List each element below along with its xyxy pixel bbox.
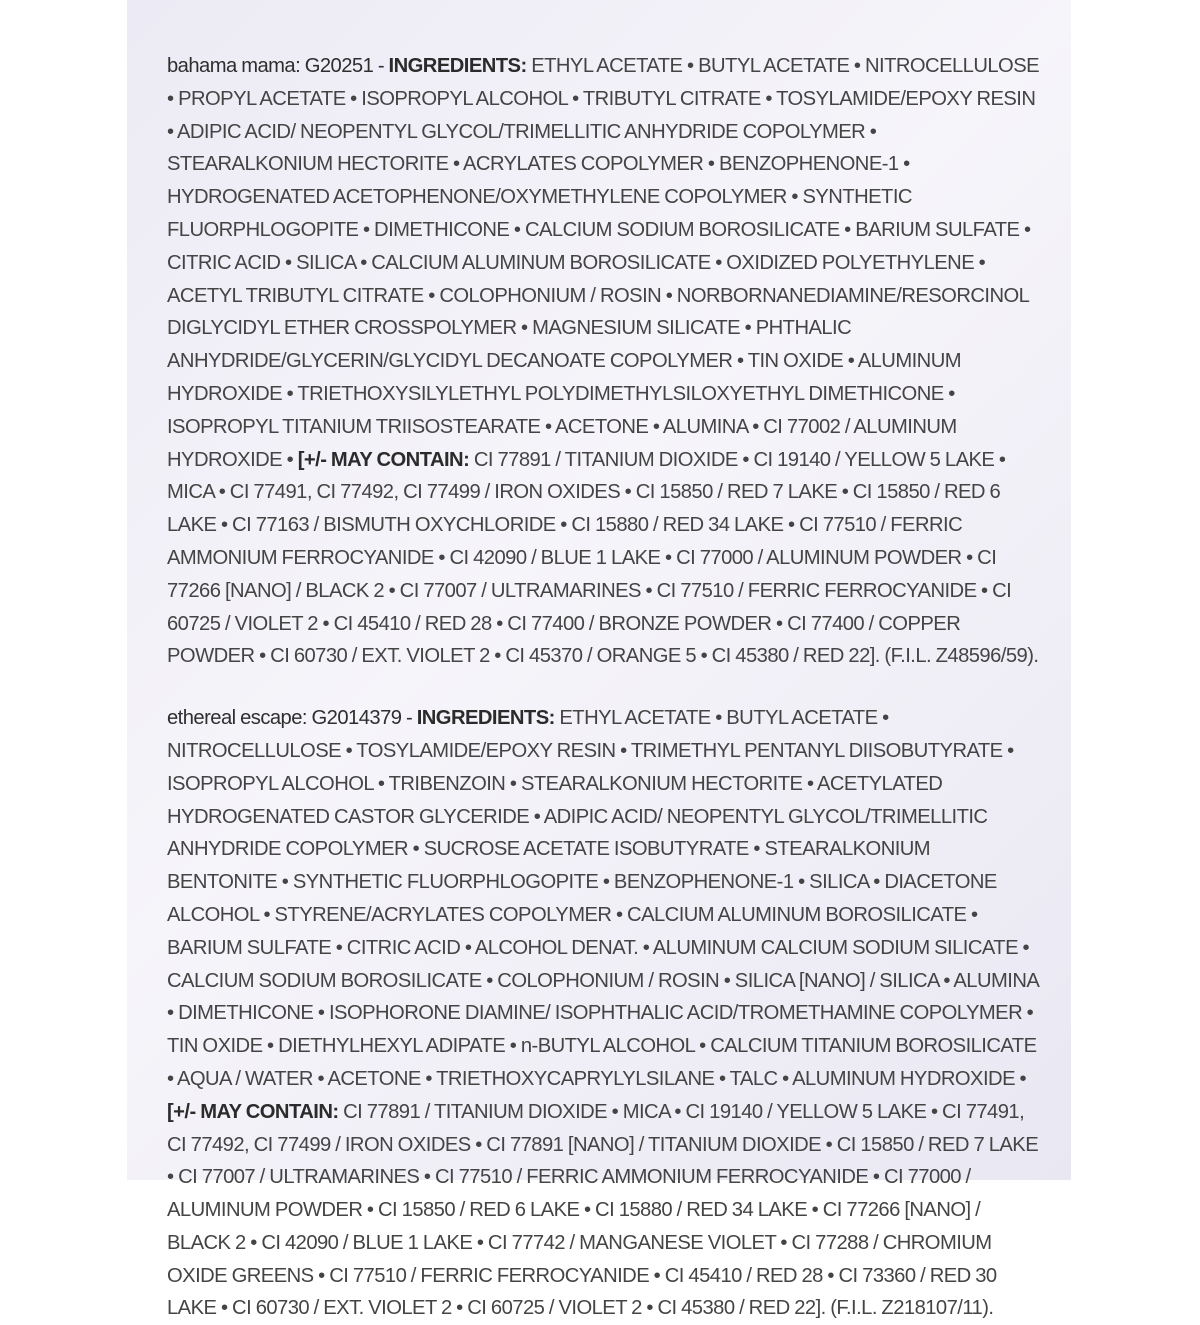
ingredient-block-bahama-mama — [167, 50, 1041, 673]
shade-name: ethereal escape: G2014379 - — [167, 707, 417, 730]
may-contain-list: CI 77891 / TITANIUM DIOXIDE • CI 19140 / YELLOW 5 LAKE • MICA • CI 77491, CI 77492, CI 77499 / IRON OXIDES • CI 15850 / RED 7 LAKE • CI 15850 / RED 6 LAKE • CI 77163 / BISMUTH OXYCHLORIDE • CI 15880 / RED 34 LAKE • CI 77510 / FERRIC AMMONIUM FERROCYANIDE • CI 42090 / BLUE 1 LAKE • CI 77000 / ALUMINUM POWDER • CI 77266 [NANO] / BLACK 2 • CI 77007 / ULTRAMARINES • CI 77510 / FERRIC FERROCYANIDE • CI 60725 / VIOLET 2 • CI 45410 / RED 28 • CI 77400 / BRONZE POWDER • CI 77400 / COPPER POWDER • CI 60730 / EXT. VIOLET 2 • CI 45370 / ORANGE 5 • CI 45380 / RED 22]. (F.I.L. Z48596/59). — [167, 448, 1039, 668]
ingredients-panel — [127, 0, 1071, 1320]
ingredients-list: ETHYL ACETATE • BUTYL ACETATE • NITROCELLULOSE • TOSYLAMIDE/EPOXY RESIN • TRIMETHYL PENTANYL DIISOBUTYRATE • ISOPROPYL ALCOHOL • TRIBENZOIN • STEARALKONIUM HECTORITE • ACETYLATED HYDROGENATED CASTOR GLYCERIDE • ADIPIC ACID/ NEOPENTYL GLYCOL/TRIMELLITIC ANHYDRIDE COPOLYMER • SUCROSE ACETATE ISOBUTYRATE • STEARALKONIUM BENTONITE • SYNTHETIC FLUORPHLOGOPITE • BENZOPHENONE-1 • SILICA • DIACETONE ALCOHOL • STYRENE/ACRYLATES COPOLYMER • CALCIUM ALUMINUM BOROSILICATE • BARIUM SULFATE • CITRIC ACID • ALCOHOL DENAT. • ALUMINUM CALCIUM SODIUM SILICATE • CALCIUM SODIUM BOROSILICATE • COLOPHONIUM / ROSIN • SILICA [NANO] / SILICA • ALUMINA • DIMETHICONE • ISOPHORONE DIAMINE/ ISOPHTHALIC ACID/TROMETHAMINE COPOLYMER • TIN OXIDE • DIETHYLHEXYL ADIPATE • n-BUTYL ALCOHOL • CALCIUM TITANIUM BOROSILICATE • AQUA / WATER • ACETONE • TRIETHOXYCAPRYLYLSILANE • TALC • ALUMINUM HYDROXIDE • — [167, 707, 1039, 1090]
ingredients-label: INGREDIENTS: — [388, 55, 527, 77]
ingredients-label: INGREDIENTS: — [416, 707, 555, 730]
may-contain-list: CI 77891 / TITANIUM DIOXIDE • MICA • CI 19140 / YELLOW 5 LAKE • CI 77491, CI 77492, CI 77499 / IRON OXIDES • CI 77891 [NANO] / TITANIUM DIOXIDE • CI 15850 / RED 7 LAKE • CI 77007 / ULTRAMARINES • CI 77510 / FERRIC AMMONIUM FERROCYANIDE • CI 77000 / ALUMINUM POWDER • CI 15850 / RED 6 LAKE • CI 15880 / RED 34 LAKE • CI 77266 [NANO] / BLACK 2 • CI 42090 / BLUE 1 LAKE • CI 77742 / MANGANESE VIOLET • CI 77288 / CHROMIUM OXIDE GREENS • CI 77510 / FERRIC FERROCYANIDE • CI 45410 / RED 28 • CI 73360 / RED 30 LAKE • CI 60730 / EXT. VIOLET 2 • CI 60725 / VIOLET 2 • CI 45380 / RED 22]. (F.I.L. Z218107/11). — [167, 1100, 1039, 1320]
may-contain-label: [+/- MAY CONTAIN: — [167, 1100, 339, 1123]
shade-name: bahama mama: G20251 - — [167, 55, 389, 77]
may-contain-label: [+/- MAY CONTAIN: — [297, 448, 470, 471]
ingredients-list: ETHYL ACETATE • BUTYL ACETATE • NITROCELLULOSE • PROPYL ACETATE • ISOPROPYL ALCOHOL • TRIBUTYL CITRATE • TOSYLAMIDE/EPOXY RESIN • ADIPIC ACID/ NEOPENTYL GLYCOL/TRIMELLITIC ANHYDRIDE COPOLYMER • STEARALKONIUM HECTORITE • ACRYLATES COPOLYMER • BENZOPHENONE-1 • HYDROGENATED ACETOPHENONE/OXYMETHYLENE COPOLYMER • SYNTHETIC FLUORPHLOGOPITE • DIMETHICONE • CALCIUM SODIUM BOROSILICATE • BARIUM SULFATE • CITRIC ACID • SILICA • CALCIUM ALUMINUM BOROSILICATE • OXIDIZED POLYETHYLENE • ACETYL TRIBUTYL CITRATE • COLOPHONIUM / ROSIN • NORBORNANEDIAMINE/RESORCINOL DIGLYCIDYL ETHER CROSSPOLYMER • MAGNESIUM SILICATE • PHTHALIC ANHYDRIDE/GLYCERIN/GLYCIDYL DECANOATE COPOLYMER • TIN OXIDE • ALUMINUM HYDROXIDE • TRIETHOXYSILYLETHYL POLYDIMETHYLSILOXYETHYL DIMETHICONE • ISOPROPYL TITANIUM TRIISOSTEARATE • ACETONE • ALUMINA • CI 77002 / ALUMINUM HYDROXIDE • — [167, 55, 1040, 471]
ingredient-block-ethereal-escape — [167, 702, 1041, 1325]
